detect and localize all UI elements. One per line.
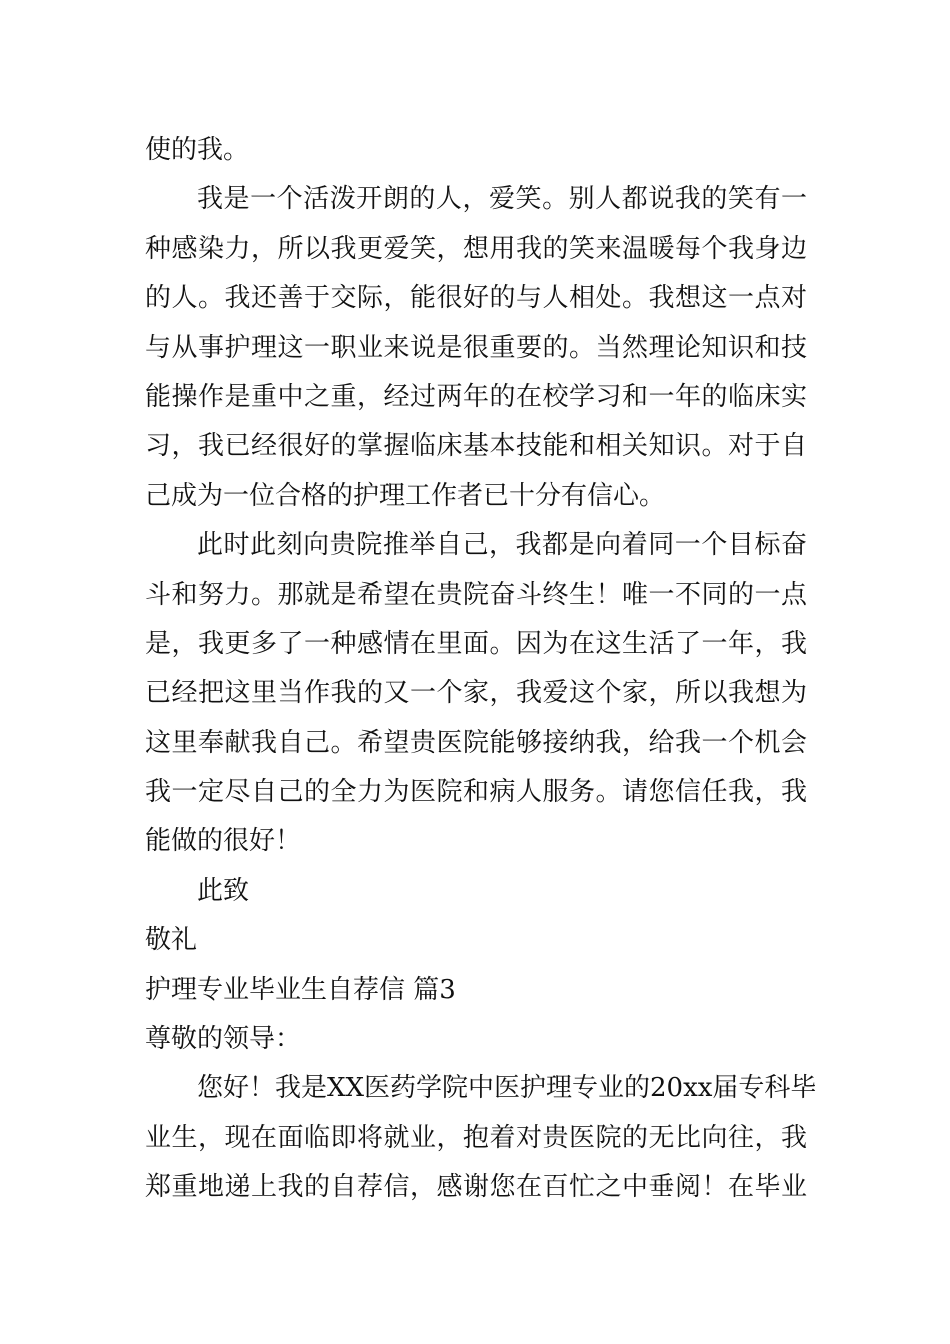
text-line: 习，我已经很好的掌握临床基本技能和相关知识。对于自 [145, 431, 807, 462]
closing-regards: 敬礼 [145, 925, 198, 956]
text-line: 郑重地递上我的自荐信，感谢您在百忙之中垂阅！在毕业 [145, 1172, 807, 1203]
text-line: 斗和努力。那就是希望在贵院奋斗终生！唯一不同的一点 [145, 579, 807, 610]
closing-salutation: 此致 [197, 875, 250, 906]
text-line: 我是一个活泼开朗的人，爱笑。别人都说我的笑有一 [197, 184, 807, 215]
text-line: 您好！我是XX医药学院中医护理专业的20xx届专科毕 [197, 1073, 817, 1104]
document-body [145, 126, 817, 1213]
text-line: 这里奉献我自己。希望贵医院能够接纳我，给我一个机会 [145, 727, 807, 758]
letter-greeting: 尊敬的领导： [145, 1024, 302, 1055]
text-line: 我一定尽自己的全力为医院和病人服务。请您信任我，我 [145, 777, 807, 808]
text-line: 的人。我还善于交际，能很好的与人相处。我想这一点对 [145, 283, 807, 314]
text-line: 能操作是重中之重，经过两年的在校学习和一年的临床实 [145, 381, 807, 412]
text-line: 与从事护理这一职业来说是很重要的。当然理论知识和技 [145, 332, 807, 363]
text-line: 是，我更多了一种感情在里面。因为在这生活了一年，我 [145, 628, 807, 659]
text-line: 使的我。 [145, 135, 250, 165]
text-line: 己成为一位合格的护理工作者已十分有信心。 [145, 480, 666, 511]
text-line: 种感染力，所以我更爱笑，想用我的笑来温暖每个我身边 [145, 233, 807, 264]
section-title: 护理专业毕业生自荐信 篇3 [145, 974, 456, 1005]
text-line: 此时此刻向贵院推举自己，我都是向着同一个目标奋 [197, 530, 807, 561]
text-line: 能做的很好！ [145, 826, 302, 857]
text-line: 已经把这里当作我的又一个家，我爱这个家，所以我想为 [145, 678, 807, 709]
text-line: 业生，现在面临即将就业，抱着对贵医院的无比向往，我 [145, 1122, 807, 1153]
